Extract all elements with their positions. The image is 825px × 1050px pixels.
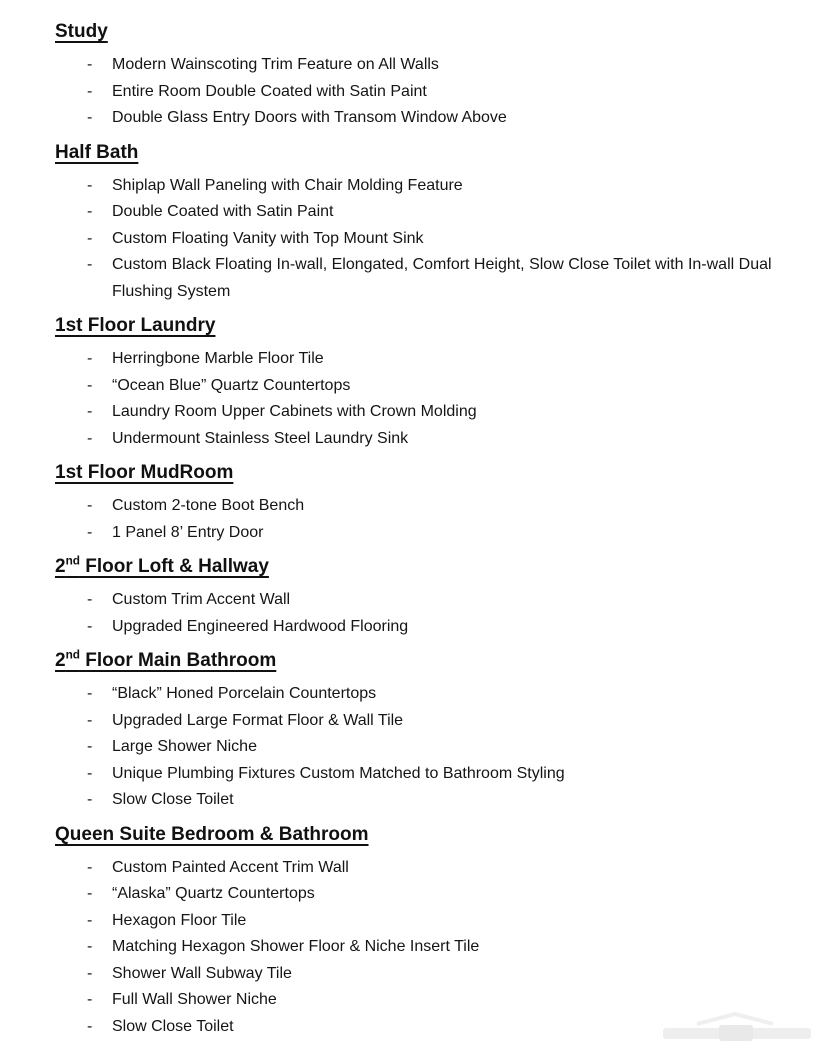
section-heading-text: 1st Floor MudRoom	[55, 462, 234, 483]
bullet-dash: -	[87, 109, 93, 126]
item-text: Herringbone Marble Floor Tile	[112, 350, 324, 367]
list-item	[87, 520, 793, 547]
bullet-dash: -	[87, 82, 93, 100]
section-heading	[55, 649, 793, 673]
item-text: Shower Wall Subway Tile	[112, 964, 292, 982]
item-text: Double Coated with Satin Paint	[112, 203, 334, 220]
bullet-dash: -	[87, 429, 93, 447]
ordinal-superscript: nd	[65, 554, 80, 568]
bullet-dash: -	[87, 591, 93, 608]
bullet-dash: -	[87, 376, 93, 394]
list-item	[87, 734, 793, 761]
item-text: “Black” Honed Porcelain Countertops	[112, 685, 377, 702]
bullet-dash: -	[87, 56, 93, 73]
feature-list	[55, 52, 793, 132]
list-item	[87, 79, 793, 106]
item-text: Unique Plumbing Fixtures Custom Matched to Bathroom Styling	[112, 764, 565, 782]
item-text: Matching Hexagon Shower Floor & Niche Insert Tile	[112, 938, 480, 955]
item-text: “Alaska” Quartz Countertops	[112, 885, 315, 902]
list-item	[87, 761, 793, 788]
section-heading-text: Half Bath	[55, 141, 139, 163]
feature-list	[55, 855, 793, 1041]
section-heading	[55, 823, 793, 847]
item-text: Custom 2-tone Boot Bench	[112, 497, 305, 514]
bullet-dash: -	[87, 885, 93, 902]
bullet-dash: -	[87, 858, 93, 876]
bullet-dash: -	[87, 176, 93, 194]
list-item	[87, 614, 793, 641]
section-heading-text: 2nd Floor Main Bathroom	[55, 648, 277, 671]
room-section	[55, 823, 793, 1041]
bullet-dash: -	[87, 617, 93, 635]
room-section	[55, 20, 793, 132]
list-item	[87, 493, 793, 520]
item-text: “Ocean Blue” Quartz Countertops	[112, 376, 351, 394]
room-section	[55, 555, 793, 640]
list-item	[87, 252, 793, 305]
bullet-dash: -	[87, 764, 93, 782]
list-item	[87, 1014, 793, 1041]
list-item	[87, 346, 793, 373]
bullet-dash: -	[87, 738, 93, 755]
list-item	[87, 681, 793, 708]
list-item	[87, 399, 793, 426]
section-heading-text: Queen Suite Bedroom & Bathroom	[55, 823, 369, 845]
list-item	[87, 787, 793, 814]
list-item	[87, 708, 793, 735]
list-item	[87, 199, 793, 226]
bullet-dash: -	[87, 523, 93, 541]
section-heading	[55, 141, 793, 165]
bullet-dash: -	[87, 229, 93, 247]
bullet-dash: -	[87, 685, 93, 702]
section-heading-text: 2nd Floor Loft & Hallway	[55, 554, 269, 577]
section-heading	[55, 461, 793, 485]
bullet-dash: -	[87, 403, 93, 420]
item-text: Entire Room Double Coated with Satin Paint	[112, 82, 427, 100]
item-text: Upgraded Large Format Floor & Wall Tile	[112, 711, 404, 729]
list-item	[87, 426, 793, 453]
feature-list	[55, 346, 793, 452]
list-item	[87, 173, 793, 200]
bullet-dash: -	[87, 911, 93, 929]
bullet-dash: -	[87, 711, 93, 729]
item-text: Upgraded Engineered Hardwood Flooring	[112, 617, 409, 635]
bullet-dash: -	[87, 256, 93, 273]
item-text: Custom Floating Vanity with Top Mount Sink	[112, 229, 424, 247]
feature-list	[55, 587, 793, 640]
bullet-dash: -	[87, 1017, 93, 1035]
section-heading	[55, 20, 793, 44]
section-heading-text: 1st Floor Laundry	[55, 315, 216, 336]
item-text: Slow Close Toilet	[112, 791, 234, 808]
item-text: Modern Wainscoting Trim Feature on All Walls	[112, 56, 439, 73]
list-item	[87, 52, 793, 79]
item-text: Hexagon Floor Tile	[112, 911, 247, 929]
bullet-dash: -	[87, 497, 93, 514]
item-text: 1 Panel 8’ Entry Door	[112, 523, 264, 541]
section-heading	[55, 314, 793, 338]
item-text: Custom Trim Accent Wall	[112, 591, 291, 608]
bullet-dash: -	[87, 203, 93, 220]
feature-list	[55, 681, 793, 814]
bullet-dash: -	[87, 991, 93, 1008]
feature-list	[55, 173, 793, 306]
item-text: Full Wall Shower Niche	[112, 991, 277, 1008]
item-text: Custom Black Floating In-wall, Elongated, Comfort Height, Slow Close Toilet with In-wall Dual Flushing System	[112, 256, 772, 300]
list-item	[87, 881, 793, 908]
room-section	[55, 461, 793, 546]
list-item	[87, 855, 793, 882]
feature-sections	[55, 20, 793, 1040]
section-heading	[55, 555, 793, 579]
list-item	[87, 105, 793, 132]
item-text: Custom Painted Accent Trim Wall	[112, 858, 349, 876]
list-item	[87, 587, 793, 614]
list-item	[87, 987, 793, 1014]
list-item	[87, 961, 793, 988]
bullet-dash: -	[87, 350, 93, 367]
item-text: Undermount Stainless Steel Laundry Sink	[112, 429, 409, 447]
list-item	[87, 934, 793, 961]
room-section	[55, 141, 793, 306]
ordinal-superscript: nd	[65, 648, 80, 662]
item-text: Double Glass Entry Doors with Transom Window Above	[112, 109, 507, 126]
list-item	[87, 908, 793, 935]
item-text: Large Shower Niche	[112, 738, 257, 755]
list-item	[87, 226, 793, 253]
item-text: Slow Close Toilet	[112, 1017, 234, 1035]
bullet-dash: -	[87, 791, 93, 808]
room-section	[55, 314, 793, 452]
feature-list	[55, 493, 793, 546]
room-section	[55, 649, 793, 814]
bullet-dash: -	[87, 964, 93, 982]
section-heading-text: Study	[55, 21, 108, 42]
list-item	[87, 373, 793, 400]
item-text: Laundry Room Upper Cabinets with Crown Molding	[112, 403, 477, 420]
bullet-dash: -	[87, 938, 93, 955]
item-text: Shiplap Wall Paneling with Chair Molding Feature	[112, 176, 463, 194]
